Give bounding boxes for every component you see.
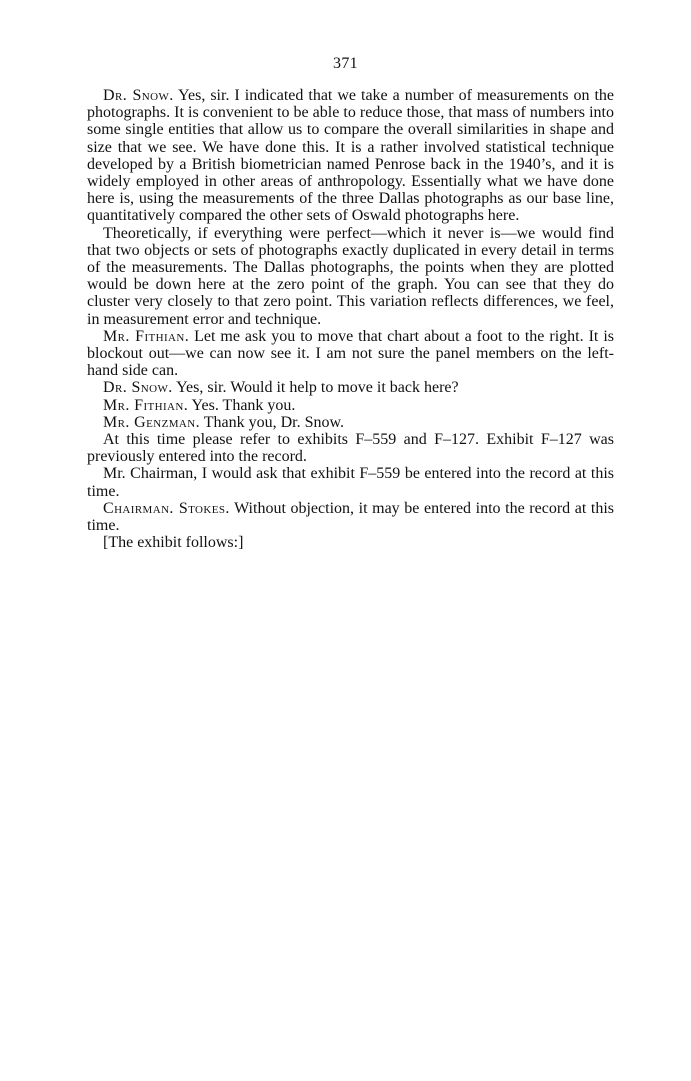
paragraph-text: Mr. Chairman, I would ask that exhibit F–559 be entered into the record at this time. bbox=[87, 465, 614, 500]
speaker-name: Mr. Fithian. bbox=[103, 327, 190, 345]
paragraph bbox=[87, 465, 614, 499]
paragraph-text: Without objection, it may be entered into the record at this time. bbox=[87, 499, 615, 535]
speaker-name: Dr. Snow. bbox=[103, 87, 174, 104]
paragraph-text: Let me ask you to move that chart about a foot to the right. It is blockout out—we can now see it. I am not sure the panel members on the left-hand side can. bbox=[87, 327, 615, 380]
paragraph bbox=[87, 379, 614, 396]
transcript-body bbox=[87, 87, 614, 551]
paragraph bbox=[87, 225, 614, 328]
paragraph-text: Yes. Thank you. bbox=[188, 396, 296, 414]
paragraph bbox=[87, 397, 614, 414]
paragraph-text: Yes, sir. I indicated that we take a number of measurements on the photographs. It is convenient to be able to reduce those, that mass of numbers into some single entities that allow us to compare the overall similarities in shape and size that we see. We have done this. It is a rather involved statistical technique developed by a British biometrician named Penrose back in the 1940’s, and it is widely employed in other areas of anthropology. Essentially what we have done here is, using the measurements of the three Dallas photographs as our base line, quantitatively compared the other sets of Oswald photographs here. bbox=[87, 87, 614, 225]
paragraph bbox=[87, 328, 614, 380]
paragraph-text: Thank you, Dr. Snow. bbox=[199, 413, 344, 431]
speaker-name: Mr. Genzman. bbox=[103, 413, 200, 431]
page-number: 371 bbox=[333, 55, 358, 72]
speaker-name: Mr. Fithian. bbox=[103, 396, 189, 414]
paragraph bbox=[87, 534, 614, 551]
speaker-name: Dr. Snow. bbox=[103, 379, 173, 397]
paragraph bbox=[87, 500, 614, 534]
paragraph bbox=[87, 431, 614, 465]
paragraph-text: Yes, sir. Would it help to move it back here? bbox=[172, 379, 459, 397]
paragraph-text: [The exhibit follows:] bbox=[103, 534, 244, 552]
speaker-name: Chairman. Stokes. bbox=[103, 499, 230, 517]
paragraph bbox=[87, 87, 614, 225]
paragraph-text: At this time please refer to exhibits F–559 and F–127. Exhibit F–127 was previously entered into the record. bbox=[87, 431, 614, 466]
paragraph bbox=[87, 414, 614, 431]
paragraph-text: Theoretically, if everything were perfect—which it never is—we would find that two objects or sets of photographs exactly duplicated in every detail in terms of the measurements. The Dallas photographs, the points when they are plotted would be down here at the zero point of the graph. You can see that they do cluster very closely to that zero point. This variation reflects differences, we feel, in measurement error and technique. bbox=[87, 224, 614, 328]
